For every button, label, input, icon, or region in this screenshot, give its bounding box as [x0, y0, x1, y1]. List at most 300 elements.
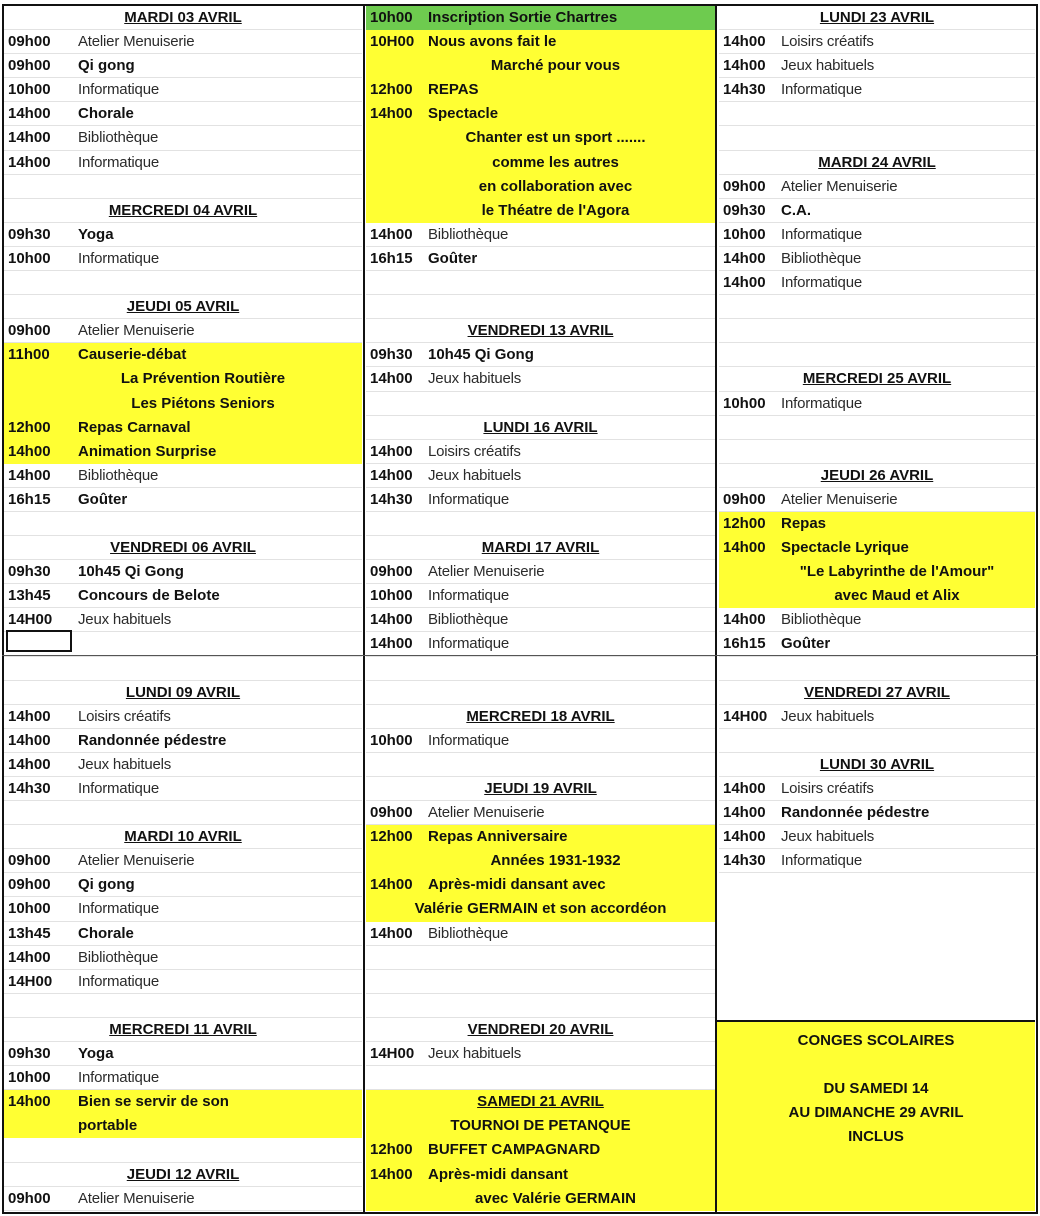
time-label: 09h00 [8, 33, 51, 51]
activity-label: Atelier Menuiserie [78, 852, 195, 870]
activity-row [4, 608, 362, 632]
activity-row [719, 54, 1035, 78]
activity-label: Repas Carnaval [78, 418, 191, 436]
activity-row-highlight [366, 1163, 715, 1187]
activity-label: Loisirs créatifs [781, 780, 874, 797]
activity-row-green [366, 6, 715, 30]
time-label: 09h00 [8, 852, 51, 870]
time-label: 14h00 [8, 731, 51, 749]
spacer-row [719, 729, 1035, 753]
activity-row-highlight [4, 1090, 362, 1114]
day-title: MERCREDI 25 AVRIL [802, 370, 952, 388]
time-label: 14h30 [370, 490, 413, 508]
day-title: LUNDI 30 AVRIL [819, 755, 935, 773]
activity-label: Goûter [428, 249, 478, 267]
day-header-highlight [366, 1090, 715, 1114]
spacer-row [719, 126, 1035, 150]
time-label: 12h00 [8, 418, 51, 436]
activity-row-highlight [366, 849, 715, 873]
time-label: 14h00 [370, 466, 413, 484]
activity-row [719, 271, 1035, 295]
spacer-row [366, 970, 715, 994]
activity-label: Informatique [428, 635, 509, 653]
spacer-row [719, 657, 1035, 681]
time-label: 14h30 [8, 780, 51, 797]
activity-label: Randonnée pédestre [78, 731, 227, 749]
school-holidays-box [717, 1020, 1035, 1211]
time-label: 10h00 [723, 225, 766, 243]
activity-row [719, 825, 1035, 849]
activity-label: Qi gong [78, 57, 135, 75]
day-header [4, 1163, 362, 1187]
activity-label: portable [78, 1117, 138, 1135]
column-divider [715, 6, 717, 1214]
activity-row [4, 777, 362, 801]
spacer-row [366, 295, 715, 319]
activity-label: Atelier Menuiserie [428, 563, 545, 581]
activity-label: Informatique [78, 900, 159, 918]
time-label: 09h30 [723, 201, 766, 219]
time-label: 09h00 [723, 490, 766, 508]
activity-label: Repas [781, 514, 827, 532]
activity-row [4, 30, 362, 54]
time-label: 14h00 [8, 442, 51, 460]
day-header [719, 6, 1035, 30]
spacer-row [719, 295, 1035, 319]
activity-row [366, 223, 715, 247]
activity-row [366, 801, 715, 825]
activity-label: Informatique [78, 249, 159, 267]
activity-row [4, 946, 362, 970]
activity-label: Atelier Menuiserie [78, 33, 195, 51]
activity-label: en collaboration avec [478, 177, 633, 195]
activity-label: Bibliothèque [78, 948, 159, 966]
activity-row-highlight [719, 584, 1035, 608]
holiday-line: DU SAMEDI 14 [823, 1080, 929, 1097]
activity-label: Informatique [78, 81, 159, 99]
activity-row-highlight [366, 151, 715, 175]
activity-row [4, 922, 362, 946]
activity-row [366, 584, 715, 608]
day-header [366, 416, 715, 440]
time-label: 14H00 [370, 1045, 415, 1063]
mid-divider [2, 655, 1038, 656]
holiday-line: INCLUS [848, 1128, 904, 1145]
activity-label: TOURNOI DE PETANQUE [450, 1117, 631, 1135]
activity-label: Jeux habituels [78, 611, 172, 629]
activity-row [719, 632, 1035, 656]
time-label: 14H00 [8, 972, 53, 990]
activity-row [366, 560, 715, 584]
activity-row [719, 223, 1035, 247]
activity-row [4, 464, 362, 488]
activity-label: Bibliothèque [78, 466, 159, 484]
time-label: 14h00 [370, 1165, 413, 1183]
activity-label: 10h45 Qi Gong [78, 563, 184, 581]
time-label: 14h00 [370, 876, 413, 894]
activity-row [366, 440, 715, 464]
activity-row [719, 175, 1035, 199]
time-label: 14h00 [8, 948, 51, 966]
activity-label: le Théatre de l'Agora [481, 201, 630, 219]
activity-label: Bibliothèque [78, 129, 159, 147]
activity-row-highlight [366, 873, 715, 897]
activity-label: Informatique [781, 81, 862, 99]
spacer-row [366, 512, 715, 536]
activity-label: Loisirs créatifs [781, 33, 874, 51]
time-label: 10h00 [8, 900, 51, 918]
activity-label: Bibliothèque [428, 611, 509, 629]
activity-label: Chorale [78, 105, 134, 123]
activity-row-highlight [4, 416, 362, 440]
time-label: 14h00 [370, 370, 413, 388]
time-label: 14h00 [8, 707, 51, 725]
activity-label: Nous avons fait le [428, 33, 557, 51]
spacer-row [4, 801, 362, 825]
time-label: 14h00 [723, 274, 766, 292]
time-label: 09h00 [370, 563, 413, 581]
activity-row [4, 560, 362, 584]
time-label: 09h30 [8, 225, 51, 243]
activity-label: Qi gong [78, 876, 135, 894]
activity-label: Valérie GERMAIN et son accordéon [414, 900, 667, 918]
time-label: 10h00 [8, 249, 51, 267]
activity-row [719, 78, 1035, 102]
time-label: 12h00 [370, 828, 413, 846]
time-label: 12h00 [370, 81, 413, 99]
activity-label: Informatique [78, 780, 159, 797]
day-title: MARDI 10 AVRIL [124, 828, 242, 846]
border-top [2, 4, 1038, 6]
activity-row [4, 488, 362, 512]
day-header [4, 681, 362, 705]
activity-row [366, 367, 715, 391]
time-label: 14h00 [370, 225, 413, 243]
activity-label: Jeux habituels [428, 1045, 522, 1063]
column-3 [719, 6, 1035, 873]
activity-row [719, 199, 1035, 223]
activity-label: Chanter est un sport ....... [465, 129, 646, 147]
column-divider [363, 6, 365, 1214]
activity-label: Spectacle Lyrique [781, 539, 909, 557]
time-label: 14h00 [370, 611, 413, 629]
time-label: 13h45 [8, 924, 51, 942]
spacer-row [366, 946, 715, 970]
activity-row-highlight [4, 343, 362, 367]
activity-label: 10h45 Qi Gong [428, 346, 534, 364]
time-label: 16h15 [723, 635, 766, 653]
activity-label: Spectacle [428, 105, 499, 123]
activity-label: avec Maud et Alix [834, 587, 960, 605]
spacer-row [366, 681, 715, 705]
activity-label: Jeux habituels [781, 707, 875, 725]
activity-row-highlight [719, 536, 1035, 560]
activity-row-highlight [4, 1114, 362, 1138]
spacer-row [4, 994, 362, 1018]
spacer-row [4, 657, 362, 681]
activity-label: Bibliothèque [428, 225, 509, 243]
activity-label: Informatique [78, 972, 159, 990]
day-title: LUNDI 23 AVRIL [819, 9, 935, 26]
activity-label: BUFFET CAMPAGNARD [428, 1141, 601, 1159]
day-title: MARDI 24 AVRIL [818, 153, 936, 171]
activity-label: Informatique [781, 394, 862, 412]
activity-label: Jeux habituels [78, 755, 172, 773]
activity-label: avec Valérie GERMAIN [475, 1189, 636, 1207]
activity-label: Inscription Sortie Chartres [428, 9, 618, 26]
spacer-row [719, 440, 1035, 464]
activity-label: Causerie-débat [78, 346, 187, 364]
time-label: 09h30 [8, 563, 51, 581]
day-title: MARDI 17 AVRIL [481, 539, 600, 557]
day-header [719, 367, 1035, 391]
activity-label: Atelier Menuiserie [78, 1189, 195, 1207]
activity-label: Repas Anniversaire [428, 828, 568, 846]
time-label: 14h00 [8, 129, 51, 147]
time-label: 09h30 [8, 1045, 51, 1063]
activity-row [366, 488, 715, 512]
activity-row [4, 729, 362, 753]
activity-label: Atelier Menuiserie [781, 490, 898, 508]
activity-row [4, 1187, 362, 1211]
activity-row-highlight [366, 199, 715, 223]
spacer-row [366, 657, 715, 681]
activity-label: Bien se servir de son [78, 1093, 229, 1111]
spacer-row [719, 343, 1035, 367]
time-label: 11h00 [8, 346, 50, 364]
activity-row-highlight [719, 560, 1035, 584]
time-label: 14h00 [8, 755, 51, 773]
day-title: MERCREDI 04 AVRIL [108, 201, 258, 219]
activity-row [4, 223, 362, 247]
activity-row-highlight [4, 392, 362, 416]
activity-label: Jeux habituels [428, 466, 522, 484]
activity-row [4, 126, 362, 150]
time-label: 14h00 [723, 33, 766, 51]
activity-label: Goûter [78, 490, 128, 508]
activity-row [4, 1042, 362, 1066]
border-left [2, 6, 4, 1214]
spacer-row [4, 1138, 362, 1162]
activity-row [366, 1042, 715, 1066]
activity-row-highlight [366, 102, 715, 126]
activity-label: Jeux habituels [428, 370, 522, 388]
day-title: JEUDI 05 AVRIL [126, 298, 240, 316]
column-2 [366, 6, 715, 1211]
activity-row [4, 102, 362, 126]
activity-row [4, 54, 362, 78]
activity-row-highlight [366, 1114, 715, 1138]
time-label: 16h15 [370, 249, 413, 267]
activity-label: Informatique [428, 587, 509, 605]
activity-row [366, 632, 715, 656]
border-bottom [2, 1212, 1038, 1214]
time-label: 14h00 [370, 105, 413, 123]
spacer-row [4, 512, 362, 536]
activity-label: Après-midi dansant avec [428, 876, 606, 894]
empty-cell-box [6, 630, 72, 652]
time-label: 14h00 [723, 539, 766, 557]
activity-row [4, 1066, 362, 1090]
activity-label: Loisirs créatifs [428, 442, 521, 460]
day-header [719, 681, 1035, 705]
activity-row-highlight [366, 78, 715, 102]
spacer-row [366, 392, 715, 416]
activity-row-highlight [366, 54, 715, 78]
time-label: 14h00 [8, 153, 51, 171]
border-right [1036, 6, 1038, 1214]
day-header [366, 777, 715, 801]
activity-label: Après-midi dansant [428, 1165, 569, 1183]
activity-label: Informatique [428, 731, 509, 749]
activity-row [366, 608, 715, 632]
spacer-row [719, 416, 1035, 440]
activity-label: Marché pour vous [490, 57, 621, 75]
activity-row [719, 392, 1035, 416]
time-label: 09h00 [8, 322, 51, 340]
time-label: 14h30 [723, 852, 766, 870]
time-label: 14h00 [8, 1093, 51, 1111]
spacer-row [366, 994, 715, 1018]
activity-label: Atelier Menuiserie [428, 804, 545, 822]
time-label: 14h00 [723, 804, 766, 822]
time-label: 12h00 [370, 1141, 413, 1159]
day-title: LUNDI 16 AVRIL [483, 418, 598, 436]
spacer-row [719, 102, 1035, 126]
day-header [4, 1018, 362, 1042]
day-title: MERCREDI 11 AVRIL [109, 1020, 257, 1038]
day-title: JEUDI 12 AVRIL [126, 1165, 240, 1183]
activity-row [719, 849, 1035, 873]
activity-row [366, 729, 715, 753]
day-header [4, 295, 362, 319]
activity-row [4, 753, 362, 777]
time-label: 09h00 [8, 1189, 51, 1207]
holiday-title: CONGES SCOLAIRES [797, 1032, 955, 1049]
day-header [366, 1018, 715, 1042]
time-label: 14h00 [370, 442, 413, 460]
time-label: 10h00 [8, 1069, 51, 1087]
activity-row-highlight [366, 1187, 715, 1211]
day-header [4, 825, 362, 849]
activity-row-highlight [4, 440, 362, 464]
activity-row-highlight [719, 512, 1035, 536]
time-label: 09h30 [370, 346, 413, 364]
activity-label: Années 1931-1932 [490, 852, 621, 870]
time-label: 14h00 [723, 828, 766, 846]
activity-row-highlight [366, 897, 715, 921]
time-label: 12h00 [723, 514, 766, 532]
time-label: 14h00 [8, 466, 51, 484]
time-label: 14h00 [370, 635, 413, 653]
activity-row [719, 30, 1035, 54]
time-label: 10h00 [370, 731, 413, 749]
day-title: LUNDI 09 AVRIL [125, 683, 241, 701]
activity-label: Animation Surprise [78, 442, 217, 460]
activity-row [719, 777, 1035, 801]
time-label: 14H00 [8, 611, 53, 629]
time-label: 09h00 [723, 177, 766, 195]
activity-row-highlight [4, 367, 362, 391]
activity-label: Bibliothèque [781, 249, 862, 267]
day-header [4, 199, 362, 223]
activity-label: Bibliothèque [428, 924, 509, 942]
time-label: 14h00 [723, 57, 766, 75]
activity-label: Loisirs créatifs [78, 707, 171, 725]
activity-label: Informatique [78, 1069, 159, 1087]
day-header [366, 319, 715, 343]
day-title: JEUDI 26 AVRIL [820, 466, 934, 484]
time-label: 14h00 [723, 611, 766, 629]
activity-label: Atelier Menuiserie [78, 322, 195, 340]
activity-row-highlight [366, 825, 715, 849]
day-title: VENDREDI 20 AVRIL [467, 1020, 614, 1038]
activity-row [719, 247, 1035, 271]
day-title: MERCREDI 18 AVRIL [466, 707, 615, 725]
holiday-line: AU DIMANCHE 29 AVRIL [788, 1104, 964, 1121]
activity-label: REPAS [428, 81, 479, 99]
activity-row [4, 705, 362, 729]
activity-row [4, 151, 362, 175]
activity-row [719, 801, 1035, 825]
activity-label: Les Piétons Seniors [131, 394, 275, 412]
activity-label: Bibliothèque [781, 611, 862, 629]
activity-row [719, 705, 1035, 729]
time-label: 13h45 [8, 587, 51, 605]
activity-row [366, 343, 715, 367]
activity-label: Informatique [781, 274, 862, 292]
activity-label: Randonnée pédestre [781, 804, 930, 822]
day-title: VENDREDI 13 AVRIL [467, 322, 614, 340]
activity-row-highlight [366, 1138, 715, 1162]
activity-label: Concours de Belote [78, 587, 220, 605]
time-label: 14h00 [723, 249, 766, 267]
activity-label: comme les autres [492, 153, 619, 171]
time-label: 14h30 [723, 81, 766, 99]
activity-row-highlight [366, 30, 715, 54]
time-label: 10h00 [723, 394, 766, 412]
activity-row [719, 488, 1035, 512]
activity-label: Informatique [428, 490, 509, 508]
activity-row [4, 970, 362, 994]
day-header [4, 6, 362, 30]
activity-row [4, 78, 362, 102]
column-1 [4, 6, 362, 1211]
activity-row [4, 247, 362, 271]
activity-label: Chorale [78, 924, 134, 942]
activity-label: Informatique [781, 852, 862, 870]
activity-row-highlight [366, 126, 715, 150]
time-label: 10h00 [370, 9, 413, 26]
day-title: MARDI 03 AVRIL [124, 9, 242, 26]
spacer-row [4, 175, 362, 199]
time-label: 10h00 [8, 81, 51, 99]
activity-row [366, 247, 715, 271]
time-label: 10H00 [370, 33, 415, 51]
activity-label: Yoga [78, 1045, 114, 1063]
time-label: 14h00 [8, 105, 51, 123]
activity-row [366, 464, 715, 488]
day-header [719, 151, 1035, 175]
activity-label: Yoga [78, 225, 114, 243]
activity-row [4, 897, 362, 921]
time-label: 09h00 [8, 57, 51, 75]
day-title: VENDREDI 27 AVRIL [804, 683, 950, 701]
activity-row [4, 849, 362, 873]
time-label: 14h00 [723, 780, 766, 797]
day-header [719, 753, 1035, 777]
time-label: 14H00 [723, 707, 768, 725]
